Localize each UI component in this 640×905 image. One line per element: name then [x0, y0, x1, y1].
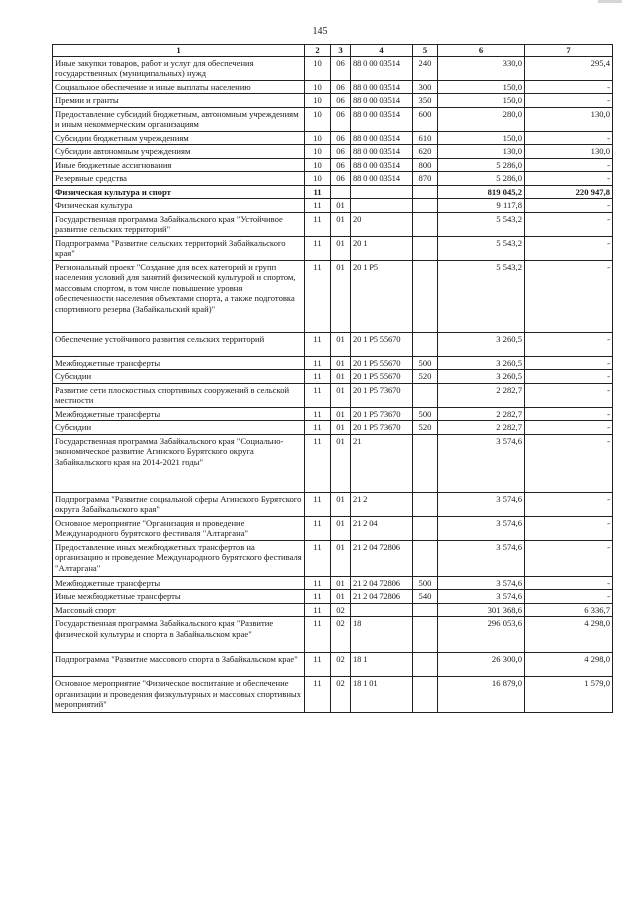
description-cell: Субсидии	[53, 421, 305, 435]
table-row	[53, 332, 613, 356]
table-row	[53, 260, 613, 332]
table-row	[53, 145, 613, 159]
section-cell: 11	[305, 434, 331, 492]
subsection-cell: 02	[331, 617, 351, 653]
description-cell: Межбюджетные трансферты	[53, 407, 305, 421]
description-cell: Основное мероприятие "Организация и проведение Международного бурятского фестиваля "Алтаргана"	[53, 516, 305, 540]
subsection-cell: 01	[331, 421, 351, 435]
table-row	[53, 516, 613, 540]
expense-type-cell: 600	[413, 107, 438, 131]
amount-2019-cell: 16 879,0	[438, 677, 525, 713]
expense-type-cell	[413, 677, 438, 713]
expense-type-cell	[413, 653, 438, 677]
expense-type-cell: 500	[413, 576, 438, 590]
amount-2019-cell: 3 574,6	[438, 590, 525, 604]
expense-type-cell: 300	[413, 80, 438, 94]
target-article-cell: 18 1	[351, 653, 413, 677]
target-article-cell: 20 1 P5 73670	[351, 407, 413, 421]
table-row	[53, 356, 613, 370]
table-row	[53, 236, 613, 260]
description-cell: Субсидии бюджетным учреждениям	[53, 131, 305, 145]
description-cell: Иные закупки товаров, работ и услуг для обеспечения государственных (муниципальных) нужд	[53, 56, 305, 80]
description-cell: Субсидии автономным учреждениям	[53, 145, 305, 159]
amount-transfer-cell: -	[525, 158, 613, 172]
section-cell: 10	[305, 80, 331, 94]
expense-type-cell	[413, 260, 438, 332]
description-cell: Подпрограмма "Развитие сельских территорий Забайкальского края"	[53, 236, 305, 260]
table-row	[53, 185, 613, 199]
expense-type-cell: 540	[413, 590, 438, 604]
column-number: 2	[305, 45, 331, 57]
subsection-cell	[331, 185, 351, 199]
section-cell: 11	[305, 617, 331, 653]
table-row	[53, 80, 613, 94]
description-cell: Социальное обеспечение и иные выплаты населению	[53, 80, 305, 94]
amount-2019-cell: 301 368,6	[438, 603, 525, 617]
description-cell: Премии и гранты	[53, 94, 305, 108]
amount-2019-cell: 5 543,2	[438, 236, 525, 260]
expense-type-cell	[413, 383, 438, 407]
target-article-cell: 21 2	[351, 492, 413, 516]
expense-type-cell	[413, 332, 438, 356]
table-row	[53, 540, 613, 576]
table-row	[53, 407, 613, 421]
expense-type-cell: 520	[413, 421, 438, 435]
amount-transfer-cell: -	[525, 576, 613, 590]
subsection-cell: 01	[331, 576, 351, 590]
description-cell: Развитие сети плоскостных спортивных сооружений в сельской местности	[53, 383, 305, 407]
amount-transfer-cell: -	[525, 80, 613, 94]
expense-type-cell: 240	[413, 56, 438, 80]
subsection-cell: 06	[331, 80, 351, 94]
section-cell: 10	[305, 107, 331, 131]
subsection-cell: 02	[331, 603, 351, 617]
description-cell: Государственная программа Забайкальского края "Устойчивое развитие сельских территорий"	[53, 212, 305, 236]
target-article-cell: 20 1 P5 73670	[351, 383, 413, 407]
subsection-cell: 02	[331, 677, 351, 713]
expense-type-cell: 500	[413, 407, 438, 421]
description-cell: Основное мероприятие "Физическое воспитание и обеспечение организации и проведения физкультурных и массовых спортивных мероприятий"	[53, 677, 305, 713]
table-row	[53, 677, 613, 713]
subsection-cell: 01	[331, 370, 351, 384]
target-article-cell: 20	[351, 212, 413, 236]
scan-artifact	[598, 0, 622, 3]
table-row	[53, 590, 613, 604]
expense-type-cell: 500	[413, 356, 438, 370]
expense-type-cell	[413, 617, 438, 653]
subsection-cell: 06	[331, 56, 351, 80]
subsection-cell: 01	[331, 236, 351, 260]
description-cell: Предоставление субсидий бюджетным, автономным учреждениям и иным некоммерческим организациям	[53, 107, 305, 131]
subsection-cell: 06	[331, 94, 351, 108]
subsection-cell: 01	[331, 540, 351, 576]
amount-2019-cell: 330,0	[438, 56, 525, 80]
table-row	[53, 653, 613, 677]
subsection-cell: 01	[331, 492, 351, 516]
target-article-cell: 21 2 04 72806	[351, 540, 413, 576]
expense-type-cell	[413, 540, 438, 576]
subsection-cell: 01	[331, 407, 351, 421]
section-cell: 11	[305, 603, 331, 617]
description-cell: Иные бюджетные ассигнования	[53, 158, 305, 172]
section-cell: 11	[305, 236, 331, 260]
amount-transfer-cell: -	[525, 212, 613, 236]
section-cell: 11	[305, 260, 331, 332]
description-cell: Массовый спорт	[53, 603, 305, 617]
section-cell: 11	[305, 516, 331, 540]
amount-transfer-cell: -	[525, 94, 613, 108]
amount-2019-cell: 2 282,7	[438, 421, 525, 435]
target-article-cell: 88 0 00 03514	[351, 94, 413, 108]
subsection-cell: 06	[331, 107, 351, 131]
expense-type-cell: 610	[413, 131, 438, 145]
amount-2019-cell: 150,0	[438, 80, 525, 94]
amount-transfer-cell: -	[525, 492, 613, 516]
amount-transfer-cell: -	[525, 356, 613, 370]
expense-type-cell	[413, 212, 438, 236]
expense-type-cell	[413, 516, 438, 540]
section-cell: 11	[305, 199, 331, 213]
subsection-cell: 06	[331, 158, 351, 172]
amount-transfer-cell: 220 947,8	[525, 185, 613, 199]
amount-transfer-cell: -	[525, 421, 613, 435]
subsection-cell: 01	[331, 590, 351, 604]
amount-2019-cell: 3 260,5	[438, 370, 525, 384]
table-row	[53, 158, 613, 172]
expense-type-cell	[413, 236, 438, 260]
table-row	[53, 172, 613, 186]
target-article-cell: 20 1	[351, 236, 413, 260]
section-cell: 10	[305, 145, 331, 159]
subsection-cell: 06	[331, 172, 351, 186]
amount-transfer-cell: 295,4	[525, 56, 613, 80]
section-cell: 11	[305, 576, 331, 590]
column-number: 7	[525, 45, 613, 57]
column-number: 4	[351, 45, 413, 57]
target-article-cell: 88 0 00 03514	[351, 107, 413, 131]
subsection-cell: 02	[331, 653, 351, 677]
table-row	[53, 107, 613, 131]
expense-type-cell	[413, 492, 438, 516]
description-cell: Межбюджетные трансферты	[53, 576, 305, 590]
expense-type-cell: 870	[413, 172, 438, 186]
amount-transfer-cell: -	[525, 434, 613, 492]
amount-transfer-cell: -	[525, 332, 613, 356]
expense-type-cell	[413, 603, 438, 617]
description-cell: Резервные средства	[53, 172, 305, 186]
section-cell: 11	[305, 370, 331, 384]
subsection-cell: 01	[331, 356, 351, 370]
amount-transfer-cell: 1 579,0	[525, 677, 613, 713]
expense-type-cell: 350	[413, 94, 438, 108]
amount-transfer-cell: -	[525, 199, 613, 213]
amount-2019-cell: 150,0	[438, 131, 525, 145]
target-article-cell	[351, 603, 413, 617]
table-row	[53, 617, 613, 653]
amount-transfer-cell: -	[525, 516, 613, 540]
table-row	[53, 131, 613, 145]
amount-transfer-cell: 4 298,0	[525, 653, 613, 677]
section-cell: 11	[305, 492, 331, 516]
target-article-cell: 18 1 01	[351, 677, 413, 713]
section-cell: 11	[305, 653, 331, 677]
target-article-cell: 20 1 P5 55670	[351, 356, 413, 370]
table-row	[53, 434, 613, 492]
section-cell: 11	[305, 677, 331, 713]
expense-type-cell	[413, 434, 438, 492]
description-cell: Физическая культура и спорт	[53, 185, 305, 199]
target-article-cell	[351, 199, 413, 213]
amount-2019-cell: 150,0	[438, 94, 525, 108]
target-article-cell: 20 1 P5 73670	[351, 421, 413, 435]
subsection-cell: 01	[331, 516, 351, 540]
section-cell: 11	[305, 407, 331, 421]
target-article-cell: 21 2 04	[351, 516, 413, 540]
section-cell: 10	[305, 131, 331, 145]
description-cell: Подпрограмма "Развитие массового спорта в Забайкальском крае"	[53, 653, 305, 677]
section-cell: 10	[305, 158, 331, 172]
target-article-cell: 18	[351, 617, 413, 653]
subsection-cell: 01	[331, 332, 351, 356]
target-article-cell: 88 0 00 03514	[351, 145, 413, 159]
table-row	[53, 492, 613, 516]
section-cell: 10	[305, 172, 331, 186]
section-cell: 11	[305, 332, 331, 356]
amount-2019-cell: 130,0	[438, 145, 525, 159]
budget-table	[52, 44, 613, 713]
amount-transfer-cell: -	[525, 172, 613, 186]
amount-2019-cell: 5 286,0	[438, 172, 525, 186]
amount-2019-cell: 3 574,6	[438, 434, 525, 492]
section-cell: 11	[305, 212, 331, 236]
column-number-row	[53, 45, 613, 57]
target-article-cell: 88 0 00 03514	[351, 172, 413, 186]
target-article-cell	[351, 185, 413, 199]
amount-2019-cell: 296 053,6	[438, 617, 525, 653]
amount-transfer-cell: -	[525, 370, 613, 384]
section-cell: 11	[305, 421, 331, 435]
amount-2019-cell: 2 282,7	[438, 383, 525, 407]
page-number: 145	[312, 26, 328, 37]
subsection-cell: 01	[331, 383, 351, 407]
table-row	[53, 212, 613, 236]
description-cell: Государственная программа Забайкальского края "Социально-экономическое развитие Агинского Бурятского округа Забайкальского края на 2014-2021 годы"	[53, 434, 305, 492]
amount-2019-cell: 280,0	[438, 107, 525, 131]
amount-transfer-cell: -	[525, 407, 613, 421]
description-cell: Обеспечение устойчивого развития сельских территорий	[53, 332, 305, 356]
amount-transfer-cell: 6 336,7	[525, 603, 613, 617]
target-article-cell: 20 1 P5 55670	[351, 332, 413, 356]
description-cell: Подпрограмма "Развитие социальной сферы Агинского Бурятского округа Забайкальского края"	[53, 492, 305, 516]
subsection-cell: 01	[331, 212, 351, 236]
section-cell: 11	[305, 356, 331, 370]
amount-transfer-cell: 130,0	[525, 145, 613, 159]
amount-2019-cell: 26 300,0	[438, 653, 525, 677]
amount-2019-cell: 3 574,6	[438, 492, 525, 516]
table-row	[53, 199, 613, 213]
target-article-cell: 21	[351, 434, 413, 492]
subsection-cell: 01	[331, 434, 351, 492]
description-cell: Иные межбюджетные трансферты	[53, 590, 305, 604]
table-row	[53, 576, 613, 590]
amount-2019-cell: 5 543,2	[438, 212, 525, 236]
section-cell: 11	[305, 185, 331, 199]
column-number: 1	[53, 45, 305, 57]
section-cell: 10	[305, 94, 331, 108]
description-cell: Региональный проект "Создание для всех категорий и групп населения условий для занятий физической культурой и спортом, массовым спортом, в том числе повышение уровня обеспеченности населения объектами спорта, а также подготовка спортивного резерва (Забайкальский край)"	[53, 260, 305, 332]
target-article-cell: 88 0 00 03514	[351, 158, 413, 172]
table-row	[53, 56, 613, 80]
description-cell: Предоставление иных межбюджетных трансфертов на организацию и проведение Международного бурятского фестиваля "Алтаргана"	[53, 540, 305, 576]
amount-2019-cell: 2 282,7	[438, 407, 525, 421]
amount-transfer-cell: 130,0	[525, 107, 613, 131]
table-row	[53, 370, 613, 384]
section-cell: 10	[305, 56, 331, 80]
target-article-cell: 20 1 P5	[351, 260, 413, 332]
expense-type-cell: 800	[413, 158, 438, 172]
amount-2019-cell: 3 260,5	[438, 356, 525, 370]
description-cell: Межбюджетные трансферты	[53, 356, 305, 370]
section-cell: 11	[305, 590, 331, 604]
description-cell: Субсидии	[53, 370, 305, 384]
table-row	[53, 383, 613, 407]
amount-transfer-cell: -	[525, 540, 613, 576]
expense-type-cell	[413, 185, 438, 199]
section-cell: 11	[305, 540, 331, 576]
amount-2019-cell: 5 286,0	[438, 158, 525, 172]
column-number: 3	[331, 45, 351, 57]
target-article-cell: 88 0 00 03514	[351, 80, 413, 94]
amount-transfer-cell: -	[525, 383, 613, 407]
amount-transfer-cell: 4 298,0	[525, 617, 613, 653]
amount-2019-cell: 3 574,6	[438, 516, 525, 540]
column-number: 6	[438, 45, 525, 57]
target-article-cell: 88 0 00 03514	[351, 131, 413, 145]
amount-2019-cell: 3 260,5	[438, 332, 525, 356]
target-article-cell: 21 2 04 72806	[351, 576, 413, 590]
description-cell: Физическая культура	[53, 199, 305, 213]
target-article-cell: 20 1 P5 55670	[351, 370, 413, 384]
amount-2019-cell: 5 543,2	[438, 260, 525, 332]
table-row	[53, 94, 613, 108]
amount-transfer-cell: -	[525, 260, 613, 332]
subsection-cell: 06	[331, 131, 351, 145]
expense-type-cell	[413, 199, 438, 213]
amount-2019-cell: 3 574,6	[438, 540, 525, 576]
target-article-cell: 21 2 04 72806	[351, 590, 413, 604]
description-cell: Государственная программа Забайкальского края "Развитие физической культуры и спорта в Забайкальском крае"	[53, 617, 305, 653]
section-cell: 11	[305, 383, 331, 407]
amount-transfer-cell: -	[525, 590, 613, 604]
table-row	[53, 603, 613, 617]
expense-type-cell: 620	[413, 145, 438, 159]
expense-type-cell: 520	[413, 370, 438, 384]
subsection-cell: 06	[331, 145, 351, 159]
table-row	[53, 421, 613, 435]
amount-transfer-cell: -	[525, 131, 613, 145]
amount-transfer-cell: -	[525, 236, 613, 260]
subsection-cell: 01	[331, 199, 351, 213]
amount-2019-cell: 819 045,2	[438, 185, 525, 199]
target-article-cell: 88 0 00 03514	[351, 56, 413, 80]
column-number: 5	[413, 45, 438, 57]
amount-2019-cell: 9 117,8	[438, 199, 525, 213]
amount-2019-cell: 3 574,6	[438, 576, 525, 590]
subsection-cell: 01	[331, 260, 351, 332]
